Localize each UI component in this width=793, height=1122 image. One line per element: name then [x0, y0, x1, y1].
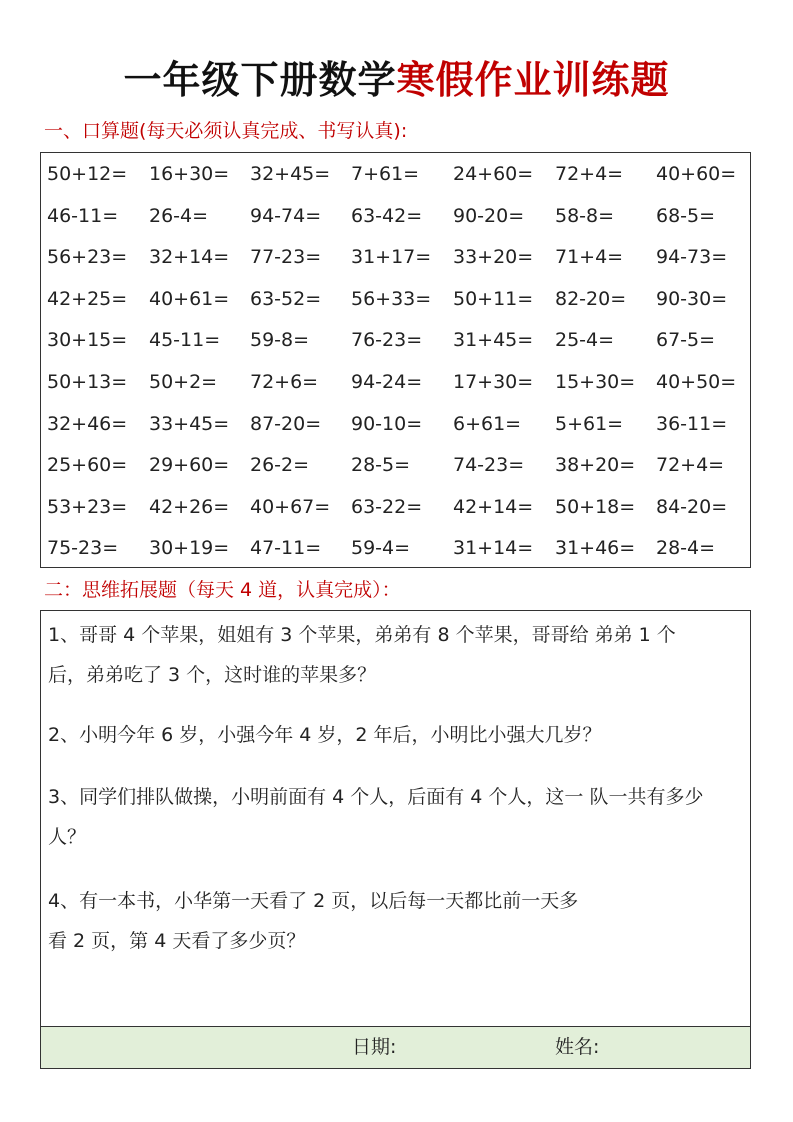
question-2-line-1: 2、小明今年 6 岁，小强今年 4 岁，2 年后，小明比小强大几岁？ [48, 724, 602, 746]
problem-cell: 94-24= [351, 371, 423, 393]
problem-cell: 36-11= [656, 412, 728, 435]
question-3-line-1: 3、同学们排队做操，小明前面有 4 个人，后面有 4 个人，这一 队一共有多少 [48, 786, 704, 808]
problem-cell: 59-4= [351, 537, 411, 560]
problem-cell: 24+60= [453, 163, 534, 185]
problem-cell: 77-23= [250, 246, 322, 269]
problem-cell: 63-52= [250, 287, 322, 310]
problem-cell: 31+46= [555, 537, 636, 560]
problem-cell: 50+12= [47, 163, 128, 185]
question-1-line-2: 后，弟弟吃了 3 个，这时谁的苹果多？ [48, 664, 377, 686]
question-4-line-2: 看 2 页，第 4 天看了多少页？ [48, 930, 306, 952]
problem-cell: 50+18= [555, 495, 636, 518]
problem-cell: 31+14= [453, 537, 534, 560]
problem-cell: 82-20= [555, 287, 627, 310]
problem-cell: 31+45= [453, 329, 534, 352]
problem-cell: 5+61= [555, 412, 624, 435]
problem-cell: 29+60= [149, 454, 230, 477]
question-2 [48, 715, 743, 755]
problem-cell: 42+26= [149, 495, 230, 518]
problem-cell: 63-22= [351, 495, 423, 518]
problem-cell: 87-20= [250, 412, 322, 435]
problem-row [41, 409, 750, 439]
problem-cell: 50+13= [47, 371, 128, 393]
problem-cell: 16+30= [149, 163, 230, 185]
problem-cell: 76-23= [351, 329, 423, 352]
question-3 [48, 777, 743, 857]
problem-cell: 40+50= [656, 371, 737, 393]
problem-cell: 25-4= [555, 329, 615, 352]
question-3-line-2: 人？ [48, 826, 87, 848]
problem-cell: 32+14= [149, 246, 230, 269]
problem-cell: 30+19= [149, 537, 230, 560]
problem-cell: 25+60= [47, 454, 128, 477]
problem-cell: 15+30= [555, 371, 636, 393]
problem-cell: 33+45= [149, 412, 230, 435]
problem-cell: 58-8= [555, 204, 615, 227]
problem-cell: 47-11= [250, 537, 322, 560]
problem-row [41, 284, 750, 314]
problem-row [41, 367, 750, 397]
problem-cell: 94-74= [250, 204, 322, 227]
problem-row [41, 159, 750, 189]
question-1 [48, 615, 743, 695]
problem-cell: 50+11= [453, 287, 534, 310]
problem-cell: 46-11= [47, 204, 119, 227]
problem-cell: 32+45= [250, 163, 331, 185]
title-part-red: 寒假作业训练题 [396, 58, 670, 102]
problem-cell: 68-5= [656, 204, 716, 227]
question-1-line-1: 1、哥哥 4 个苹果，姐姐有 3 个苹果，弟弟有 8 个苹果，哥哥给 弟弟 1 个 [48, 624, 676, 646]
problem-cell: 90-30= [656, 287, 728, 310]
problem-row [41, 492, 750, 522]
problem-cell: 40+67= [250, 495, 331, 518]
footer-bar [40, 1026, 751, 1069]
mental-math-grid [40, 152, 751, 568]
name-label: 姓名: [555, 1036, 600, 1058]
problem-cell: 40+60= [656, 163, 737, 185]
title-part-black: 一年级下册数学 [123, 58, 397, 102]
problem-cell: 63-42= [351, 204, 423, 227]
question-4-line-1: 4、有一本书，小华第一天看了 2 页，以后每一天都比前一天多 [48, 890, 579, 912]
problem-cell: 75-23= [47, 537, 119, 560]
problem-row [41, 201, 750, 231]
problem-row [41, 242, 750, 272]
problem-cell: 59-8= [250, 329, 310, 352]
problem-cell: 26-2= [250, 454, 310, 477]
problem-cell: 74-23= [453, 454, 525, 477]
problem-cell: 53+23= [47, 495, 128, 518]
word-problems-box [40, 610, 751, 1026]
problem-cell: 42+25= [47, 287, 128, 310]
problem-cell: 28-5= [351, 454, 411, 477]
problem-cell: 40+61= [149, 287, 230, 310]
problem-cell: 90-20= [453, 204, 525, 227]
section2-heading: 二：思维拓展题（每天 4 道，认真完成）： [44, 579, 401, 601]
problem-cell: 38+20= [555, 454, 636, 477]
problem-row [41, 533, 750, 563]
problem-cell: 56+33= [351, 287, 432, 310]
problem-cell: 50+2= [149, 371, 218, 393]
problem-cell: 42+14= [453, 495, 534, 518]
date-label: 日期: [352, 1036, 397, 1058]
page-title [0, 54, 793, 106]
problem-cell: 56+23= [47, 246, 128, 269]
problem-row [41, 450, 750, 480]
problem-cell: 32+46= [47, 412, 128, 435]
problem-cell: 7+61= [351, 163, 420, 185]
problem-cell: 72+4= [555, 163, 624, 185]
problem-cell: 84-20= [656, 495, 728, 518]
section1-heading: 一、口算题(每天必须认真完成、书写认真): [44, 120, 408, 142]
problem-cell: 26-4= [149, 204, 209, 227]
problem-cell: 71+4= [555, 246, 624, 269]
problem-cell: 28-4= [656, 537, 716, 560]
problem-cell: 33+20= [453, 246, 534, 269]
problem-cell: 67-5= [656, 329, 716, 352]
question-4 [48, 881, 743, 961]
problem-cell: 6+61= [453, 412, 522, 435]
problem-cell: 31+17= [351, 246, 432, 269]
problem-cell: 94-73= [656, 246, 728, 269]
problem-cell: 90-10= [351, 412, 423, 435]
problem-cell: 30+15= [47, 329, 128, 352]
problem-cell: 45-11= [149, 329, 221, 352]
problem-row [41, 325, 750, 355]
problem-cell: 72+6= [250, 371, 319, 393]
problem-cell: 72+4= [656, 454, 725, 477]
problem-cell: 17+30= [453, 371, 534, 393]
